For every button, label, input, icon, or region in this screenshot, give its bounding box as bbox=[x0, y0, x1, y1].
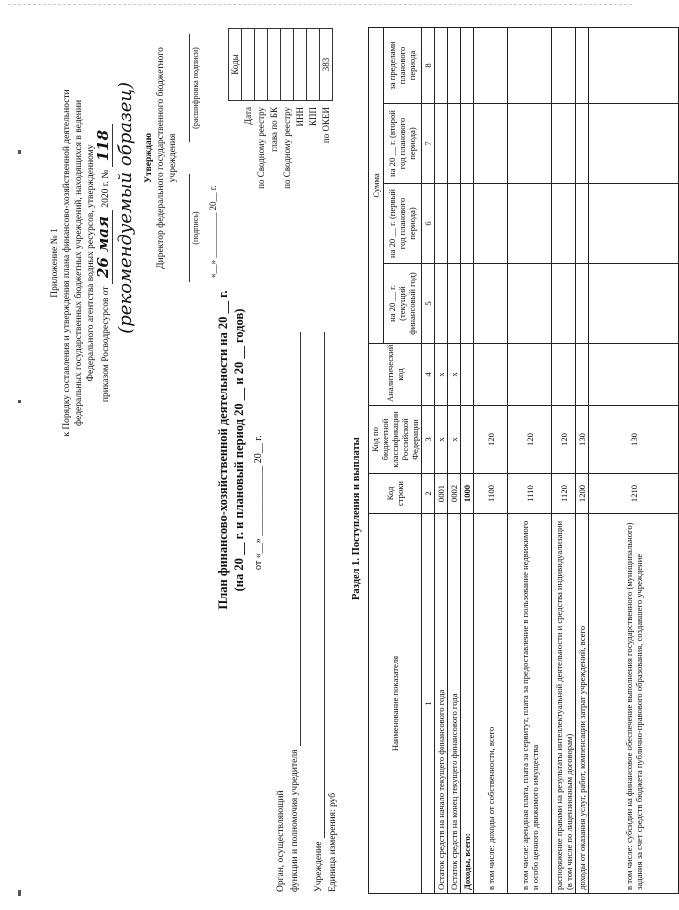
unit-label: Единица измерения: руб bbox=[328, 792, 338, 892]
title-line-1: План финансово-хозяйственной деятельности на 20 __ г. bbox=[216, 290, 230, 610]
appendix-header bbox=[49, 28, 112, 498]
row-name: доходы от оказания услуг, работ, компенсации затрат учреждений, всего bbox=[576, 514, 589, 894]
row-year-1-cell[interactable] bbox=[508, 264, 552, 344]
row-year-2-cell[interactable] bbox=[508, 184, 552, 264]
col-num: 3 bbox=[422, 406, 435, 474]
order-prefix: приказом Росводресурсов от bbox=[101, 286, 111, 403]
row-bk: 120 bbox=[552, 406, 576, 474]
row-beyond-cell[interactable] bbox=[435, 27, 448, 103]
code-value bbox=[255, 29, 268, 101]
col-num: 7 bbox=[422, 104, 435, 184]
code-value bbox=[268, 29, 281, 101]
row-analytic bbox=[552, 344, 576, 406]
row-year-1-cell[interactable] bbox=[461, 264, 474, 344]
document-sheet bbox=[45, 20, 644, 900]
row-bk: 130 bbox=[576, 406, 589, 474]
row-analytic bbox=[508, 344, 552, 406]
table-row bbox=[448, 27, 461, 893]
approval-date: «__» __________ 20__ г. bbox=[208, 185, 218, 278]
row-year-2-cell[interactable] bbox=[474, 184, 508, 264]
table-row bbox=[589, 27, 679, 893]
row-bk bbox=[461, 406, 474, 474]
row-code: 1200 bbox=[576, 474, 589, 514]
row-code: 1210 bbox=[589, 474, 679, 514]
row-year-3-cell[interactable] bbox=[435, 104, 448, 184]
row-name: в том числе: доходы от собственности, всего bbox=[474, 514, 508, 894]
header-year-1: на 20 __ г. (текущий финансовый год) bbox=[383, 264, 421, 344]
header-analytic: Аналитический код bbox=[369, 344, 422, 406]
col-num: 5 bbox=[422, 264, 435, 344]
row-year-1-cell[interactable] bbox=[589, 264, 679, 344]
row-year-3-cell[interactable] bbox=[448, 104, 461, 184]
row-name: Доходы, всего: bbox=[461, 514, 474, 894]
row-year-3-cell[interactable] bbox=[474, 104, 508, 184]
order-year: 2020 г. № bbox=[101, 169, 111, 208]
header-bk: Код по бюджетной классификации Российской Федерации bbox=[369, 406, 422, 474]
code-label: по Сводному реестру bbox=[256, 107, 266, 189]
table-row bbox=[508, 27, 552, 893]
col-num: 6 bbox=[422, 184, 435, 264]
row-analytic bbox=[589, 344, 679, 406]
row-name: Остаток средств на конец текущего финансового года bbox=[448, 514, 461, 894]
approval-position: Директор федерального государственного бюджетного учреждения bbox=[156, 47, 178, 269]
row-beyond-cell[interactable] bbox=[508, 27, 552, 103]
founder-functions-label: функции и полномочия учредителя bbox=[290, 749, 300, 892]
row-bk: x bbox=[448, 406, 461, 474]
institution-label: Учреждение bbox=[314, 841, 324, 892]
approval-caption: Утверждаю bbox=[144, 133, 154, 183]
code-label: Дата bbox=[243, 107, 253, 125]
row-bk: 130 bbox=[589, 406, 679, 474]
row-code: 0002 bbox=[448, 474, 461, 514]
signature-row bbox=[189, 28, 201, 288]
row-year-3-cell[interactable] bbox=[508, 104, 552, 184]
row-year-2-cell[interactable] bbox=[435, 184, 448, 264]
table-row bbox=[552, 27, 576, 893]
order-line bbox=[94, 28, 112, 498]
row-bk: 120 bbox=[474, 406, 508, 474]
col-num: 1 bbox=[422, 514, 435, 894]
row-name: распоряжение правами на результаты интеллектуальной деятельности и средства индивидуализации (в том числе по лицензионным договорам) bbox=[552, 514, 576, 894]
row-code: 1110 bbox=[508, 474, 552, 514]
recommended-sample-note: (рекомендуемый образец) bbox=[115, 82, 136, 334]
row-bk: 120 bbox=[508, 406, 552, 474]
row-year-3-cell[interactable] bbox=[589, 104, 679, 184]
row-analytic bbox=[474, 344, 508, 406]
col-num: 8 bbox=[422, 27, 435, 103]
row-beyond-cell[interactable] bbox=[552, 27, 576, 103]
row-analytic bbox=[576, 344, 589, 406]
code-label: ИНН bbox=[295, 107, 305, 127]
row-beyond-cell[interactable] bbox=[448, 27, 461, 103]
title-line-2: (на 20 __ г. и плановый период 20 __ и 20 __ годов) bbox=[232, 308, 246, 592]
row-beyond-cell[interactable] bbox=[576, 27, 589, 103]
column-numbers-row bbox=[422, 27, 435, 893]
table-row bbox=[474, 27, 508, 893]
row-code: 1000 bbox=[461, 474, 474, 514]
table-row bbox=[461, 27, 474, 893]
row-name: в том числе: арендная плата, плата за сервитут, плата за предоставление в пользование недвижимого и особо ценного движимого имущества bbox=[508, 514, 552, 894]
code-label: по Сводному реестру bbox=[282, 107, 292, 189]
row-bk: x bbox=[435, 406, 448, 474]
row-code: 0001 bbox=[435, 474, 448, 514]
row-year-2-cell[interactable] bbox=[552, 184, 576, 264]
founder-body-label: Орган, осуществляющий bbox=[276, 790, 286, 892]
institution-field[interactable] bbox=[315, 332, 325, 838]
binding-marks bbox=[18, 150, 28, 910]
approval-block bbox=[143, 28, 219, 288]
row-beyond-cell[interactable] bbox=[461, 27, 474, 103]
row-year-1-cell[interactable] bbox=[474, 264, 508, 344]
header-name: Наименование показателя bbox=[369, 514, 422, 894]
row-year-3-cell[interactable] bbox=[552, 104, 576, 184]
col-num: 4 bbox=[422, 344, 435, 406]
header-sum: Сумма bbox=[369, 27, 384, 343]
order-date-handwritten: 26 мая bbox=[94, 210, 113, 284]
row-year-2-cell[interactable] bbox=[589, 184, 679, 264]
header-code: Код строки bbox=[369, 474, 422, 514]
header-year-2: на 20 __ г. (первый год планового периода) bbox=[383, 184, 421, 264]
row-beyond-cell[interactable] bbox=[589, 27, 679, 103]
row-code: 1100 bbox=[474, 474, 508, 514]
row-beyond-cell[interactable] bbox=[474, 27, 508, 103]
table-row bbox=[576, 27, 589, 893]
row-year-2-cell[interactable] bbox=[448, 184, 461, 264]
code-value bbox=[307, 29, 320, 101]
row-year-3-cell[interactable] bbox=[461, 104, 474, 184]
row-analytic bbox=[461, 344, 474, 406]
signature-label: (подпись) bbox=[189, 174, 201, 282]
codes-header: Коды bbox=[229, 29, 242, 101]
order-number-handwritten: 118 bbox=[94, 124, 113, 167]
signature-decode-label: (расшифровка подписи) bbox=[189, 34, 201, 142]
table-row bbox=[435, 27, 448, 893]
appendix-line: Федерального агентства водных ресурсов, утвержденному bbox=[86, 144, 96, 382]
row-year-1-cell[interactable] bbox=[448, 264, 461, 344]
row-name: в том числе: субсидии на финансовое обеспечение выполнения государственного (муниципального) задания за счет средств бюджета публично-правового образования, создавшего учреждение bbox=[589, 514, 679, 894]
row-year-1-cell[interactable] bbox=[435, 264, 448, 344]
col-num: 2 bbox=[422, 474, 435, 514]
code-value bbox=[281, 29, 294, 101]
code-label: глава по БК bbox=[269, 107, 279, 152]
page-top-rule bbox=[8, 4, 632, 5]
header-beyond: за пределами планового периода bbox=[383, 27, 421, 103]
row-analytic: x bbox=[448, 344, 461, 406]
code-value bbox=[242, 29, 255, 101]
receipts-payments-table bbox=[368, 27, 679, 894]
section-title: Раздел 1. Поступления и выплаты bbox=[351, 437, 362, 600]
code-value bbox=[294, 29, 307, 101]
organization-block bbox=[273, 332, 339, 892]
code-value: 383 bbox=[320, 29, 333, 101]
row-code: 1120 bbox=[552, 474, 576, 514]
document-title bbox=[215, 240, 247, 660]
row-year-1-cell[interactable] bbox=[552, 264, 576, 344]
header-year-3: на 20 __ г. (второй год планового периода) bbox=[383, 104, 421, 184]
appendix-line: к Порядку составления и утверждения плана финансово-хозяйственной деятельности bbox=[62, 89, 72, 437]
document-date-line: от «__» ______________ 20__ г. bbox=[253, 435, 264, 570]
row-year-2-cell[interactable] bbox=[461, 184, 474, 264]
code-label: КПП bbox=[308, 107, 318, 127]
codes-table bbox=[228, 28, 333, 192]
row-year-1-cell[interactable] bbox=[576, 264, 589, 344]
code-label: по ОКЕИ bbox=[321, 107, 331, 144]
row-analytic: x bbox=[435, 344, 448, 406]
appendix-line: федеральных государственных бюджетных учреждений, находящихся в ведении bbox=[74, 99, 84, 427]
row-name: Остаток средств на начало текущего финансового года bbox=[435, 514, 448, 894]
row-year-3-cell[interactable] bbox=[576, 104, 589, 184]
founder-field[interactable] bbox=[291, 332, 301, 746]
row-year-2-cell[interactable] bbox=[576, 184, 589, 264]
appendix-title: Приложение № 1 bbox=[50, 228, 60, 298]
